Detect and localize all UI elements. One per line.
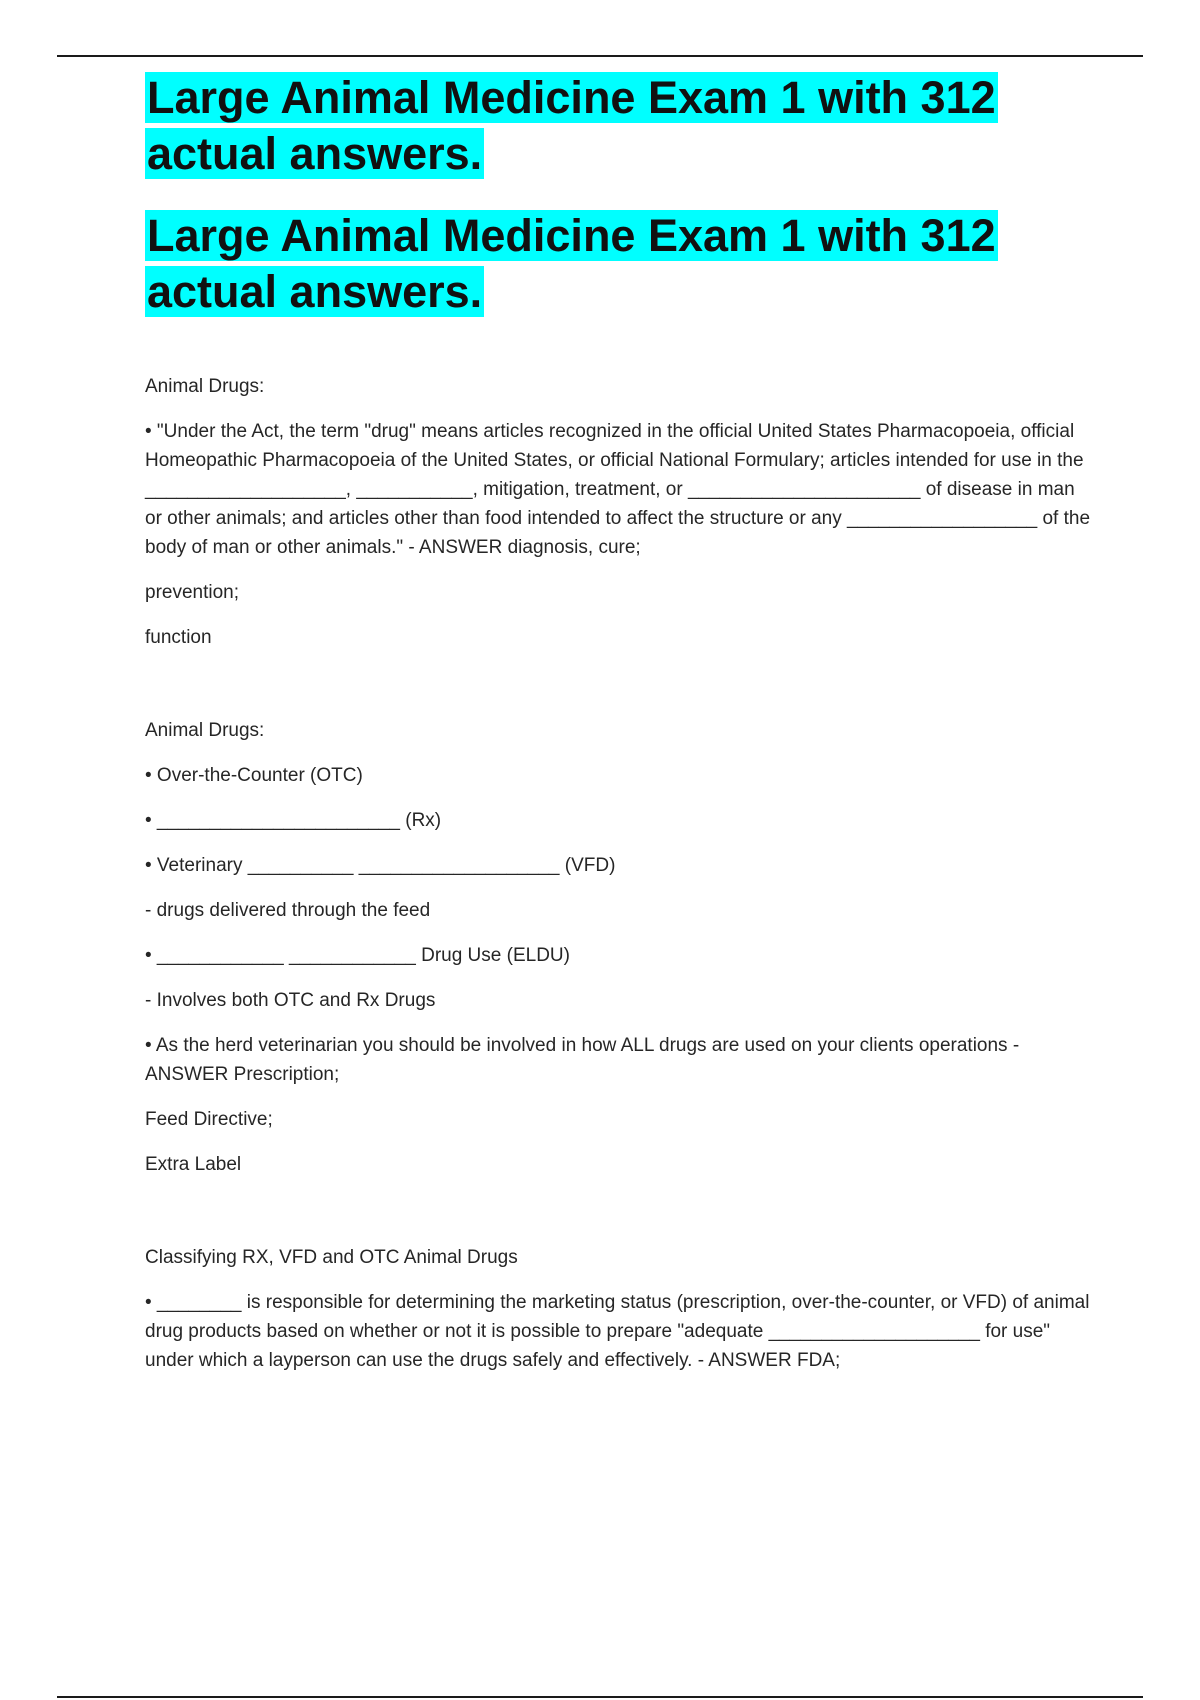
- answer-line: prevention;: [145, 582, 240, 603]
- section-heading: Classifying RX, VFD and OTC Animal Drugs: [145, 1247, 518, 1268]
- document-title-repeat: [145, 208, 1085, 320]
- list-line: • ____________ ____________ Drug Use (ELDU): [145, 945, 570, 966]
- list-line: - Involves both OTC and Rx Drugs: [145, 990, 436, 1011]
- title-highlight: Large Animal Medicine Exam 1 with 312 actual answers.: [147, 210, 996, 317]
- answer-line: Extra Label: [145, 1154, 242, 1175]
- section-heading: Animal Drugs:: [145, 720, 265, 741]
- bottom-rule: [57, 1696, 1143, 1698]
- page-content: [145, 70, 1095, 1391]
- list-line: • Over-the-Counter (OTC): [145, 765, 363, 786]
- question-text: • ________ is responsible for determining the marketing status (prescription, over-the-counter, or VFD) of animal drug products based on whether or not it is possible to prepare "adequate ____________________ for use" under which a layperson can use the drugs safely and effectively. - ANSWER FDA;: [145, 1292, 1090, 1371]
- document-body: [145, 372, 1095, 1375]
- answer-line: function: [145, 627, 212, 648]
- answer-line: Feed Directive;: [145, 1109, 273, 1130]
- list-line: • Veterinary __________ ___________________ (VFD): [145, 855, 616, 876]
- question-text: • "Under the Act, the term "drug" means articles recognized in the official United States Pharmacopoeia, official Homeopathic Pharmacopoeia of the United States, or official National Formulary; articles intended for use in the ___________________, ___________, mitigation, treatment, or ______________________ of disease in man or other animals; and articles other than food intended to affect the structure or any __________________ of the body of man or other animals." - ANSWER diagnosis, cure;: [145, 421, 1091, 558]
- top-rule: [57, 55, 1143, 57]
- question-text: • As the herd veterinarian you should be involved in how ALL drugs are used on your clients operations - ANSWER Prescription;: [145, 1035, 1020, 1085]
- section-heading: Animal Drugs:: [145, 376, 265, 397]
- list-line: - drugs delivered through the feed: [145, 900, 431, 921]
- document-title: [145, 70, 1085, 182]
- title-highlight: Large Animal Medicine Exam 1 with 312 actual answers.: [147, 72, 996, 179]
- list-line: • _______________________ (Rx): [145, 810, 442, 831]
